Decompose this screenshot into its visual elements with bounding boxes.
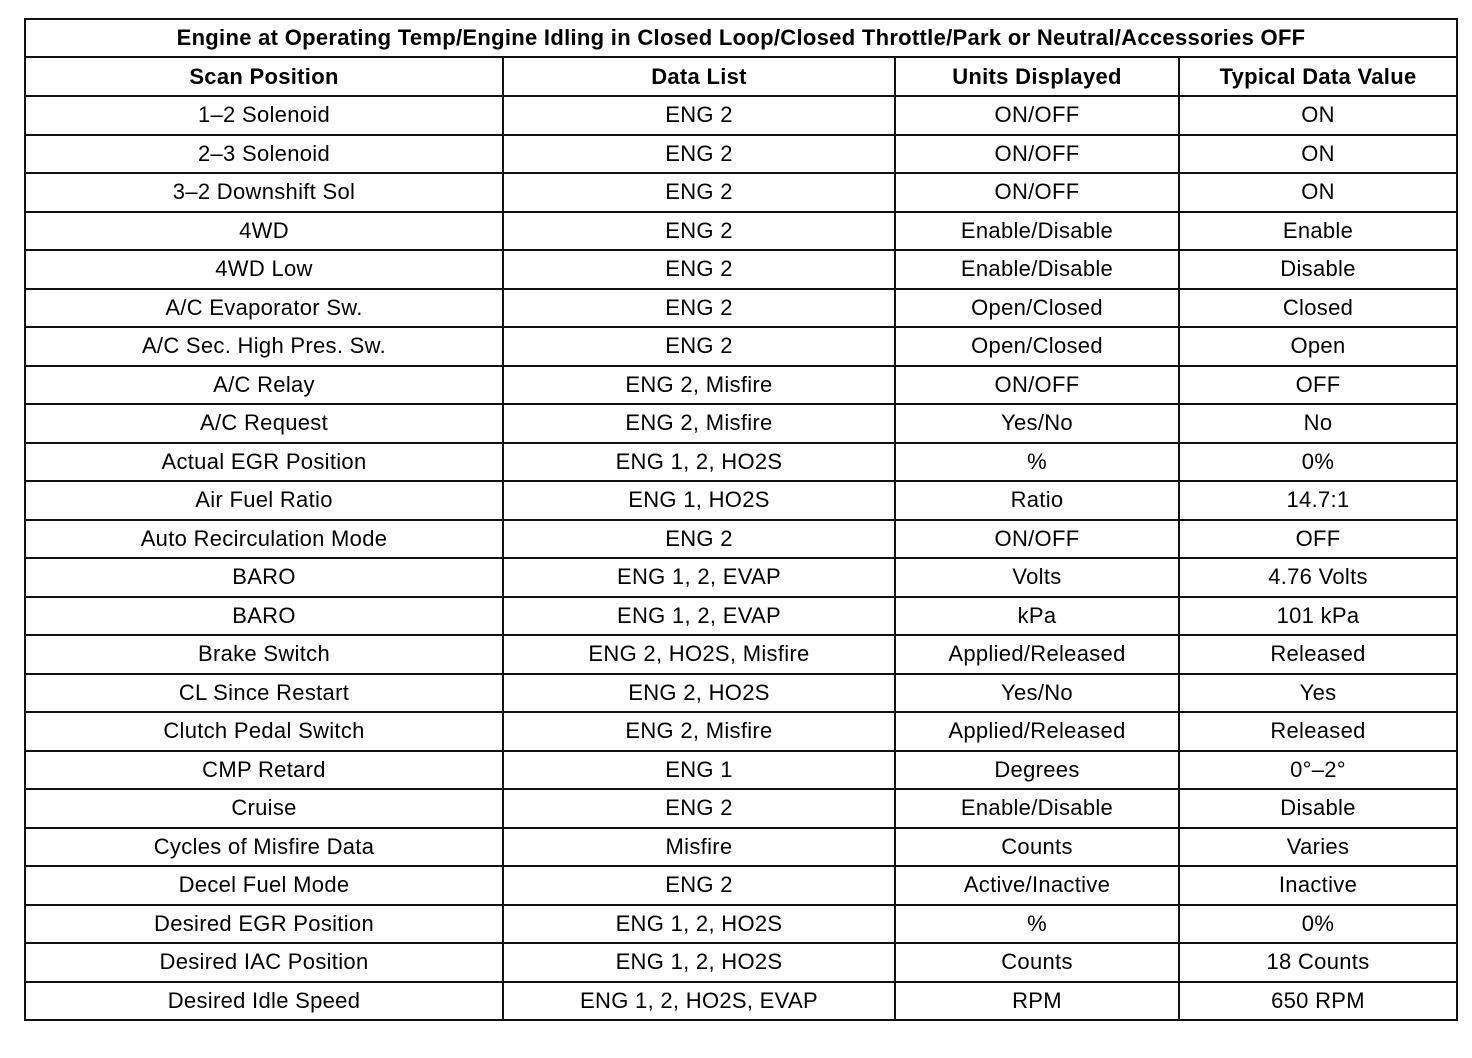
cell-units-displayed: RPM	[895, 982, 1179, 1021]
cell-scan-position: BARO	[25, 558, 503, 597]
table-row	[25, 789, 1457, 828]
cell-data-list: ENG 2	[503, 327, 895, 366]
table-row	[25, 443, 1457, 482]
cell-data-list: ENG 2, HO2S	[503, 674, 895, 713]
cell-units-displayed: Open/Closed	[895, 289, 1179, 328]
table-row	[25, 635, 1457, 674]
table-row	[25, 520, 1457, 559]
cell-scan-position: 2–3 Solenoid	[25, 135, 503, 174]
cell-units-displayed: Yes/No	[895, 404, 1179, 443]
table-row	[25, 96, 1457, 135]
cell-units-displayed: Enable/Disable	[895, 789, 1179, 828]
cell-data-list: ENG 1, 2, HO2S	[503, 943, 895, 982]
table-row	[25, 674, 1457, 713]
header-data-list: Data List	[503, 57, 895, 96]
cell-typical-data-value: OFF	[1179, 366, 1457, 405]
cell-data-list: ENG 1, 2, HO2S	[503, 443, 895, 482]
table-row	[25, 597, 1457, 636]
cell-data-list: ENG 2, HO2S, Misfire	[503, 635, 895, 674]
cell-typical-data-value: 14.7:1	[1179, 481, 1457, 520]
cell-typical-data-value: ON	[1179, 173, 1457, 212]
cell-typical-data-value: Varies	[1179, 828, 1457, 867]
cell-units-displayed: Open/Closed	[895, 327, 1179, 366]
cell-scan-position: Auto Recirculation Mode	[25, 520, 503, 559]
cell-scan-position: Cycles of Misfire Data	[25, 828, 503, 867]
table-row	[25, 366, 1457, 405]
table-body	[25, 96, 1457, 1020]
cell-units-displayed: %	[895, 443, 1179, 482]
table-row	[25, 828, 1457, 867]
cell-data-list: ENG 1, HO2S	[503, 481, 895, 520]
cell-typical-data-value: No	[1179, 404, 1457, 443]
cell-data-list: ENG 1	[503, 751, 895, 790]
cell-scan-position: Cruise	[25, 789, 503, 828]
cell-scan-position: 1–2 Solenoid	[25, 96, 503, 135]
cell-typical-data-value: Disable	[1179, 789, 1457, 828]
cell-typical-data-value: Closed	[1179, 289, 1457, 328]
cell-scan-position: Desired Idle Speed	[25, 982, 503, 1021]
cell-units-displayed: Active/Inactive	[895, 866, 1179, 905]
cell-scan-position: Decel Fuel Mode	[25, 866, 503, 905]
cell-units-displayed: Enable/Disable	[895, 212, 1179, 251]
cell-scan-position: A/C Request	[25, 404, 503, 443]
cell-typical-data-value: 101 kPa	[1179, 597, 1457, 636]
cell-scan-position: CMP Retard	[25, 751, 503, 790]
cell-units-displayed: Yes/No	[895, 674, 1179, 713]
cell-typical-data-value: Released	[1179, 635, 1457, 674]
cell-typical-data-value: Disable	[1179, 250, 1457, 289]
cell-scan-position: A/C Relay	[25, 366, 503, 405]
cell-data-list: ENG 1, 2, EVAP	[503, 597, 895, 636]
cell-units-displayed: Degrees	[895, 751, 1179, 790]
cell-data-list: ENG 2	[503, 135, 895, 174]
table-header-row	[25, 57, 1457, 96]
cell-typical-data-value: 4.76 Volts	[1179, 558, 1457, 597]
header-units-displayed: Units Displayed	[895, 57, 1179, 96]
cell-units-displayed: Counts	[895, 828, 1179, 867]
cell-scan-position: Desired EGR Position	[25, 905, 503, 944]
cell-units-displayed: ON/OFF	[895, 135, 1179, 174]
table-row	[25, 289, 1457, 328]
cell-typical-data-value: ON	[1179, 96, 1457, 135]
cell-data-list: ENG 1, 2, EVAP	[503, 558, 895, 597]
cell-units-displayed: ON/OFF	[895, 520, 1179, 559]
cell-scan-position: 3–2 Downshift Sol	[25, 173, 503, 212]
cell-typical-data-value: 0%	[1179, 443, 1457, 482]
table-row	[25, 905, 1457, 944]
cell-units-displayed: Counts	[895, 943, 1179, 982]
table-row	[25, 712, 1457, 751]
cell-data-list: ENG 2, Misfire	[503, 366, 895, 405]
table-title-row	[25, 19, 1457, 57]
cell-scan-position: Air Fuel Ratio	[25, 481, 503, 520]
cell-units-displayed: ON/OFF	[895, 96, 1179, 135]
cell-scan-position: Brake Switch	[25, 635, 503, 674]
cell-units-displayed: ON/OFF	[895, 173, 1179, 212]
cell-units-displayed: Ratio	[895, 481, 1179, 520]
table-row	[25, 866, 1457, 905]
cell-typical-data-value: Open	[1179, 327, 1457, 366]
cell-scan-position: CL Since Restart	[25, 674, 503, 713]
cell-data-list: ENG 2	[503, 96, 895, 135]
cell-units-displayed: Enable/Disable	[895, 250, 1179, 289]
table-row	[25, 404, 1457, 443]
cell-typical-data-value: 18 Counts	[1179, 943, 1457, 982]
cell-scan-position: Clutch Pedal Switch	[25, 712, 503, 751]
table-row	[25, 250, 1457, 289]
cell-typical-data-value: OFF	[1179, 520, 1457, 559]
cell-data-list: ENG 2	[503, 789, 895, 828]
header-scan-position: Scan Position	[25, 57, 503, 96]
cell-data-list: ENG 2, Misfire	[503, 404, 895, 443]
header-typical-data-value: Typical Data Value	[1179, 57, 1457, 96]
cell-data-list: ENG 2, Misfire	[503, 712, 895, 751]
table-row	[25, 481, 1457, 520]
cell-typical-data-value: Yes	[1179, 674, 1457, 713]
cell-data-list: Misfire	[503, 828, 895, 867]
cell-typical-data-value: ON	[1179, 135, 1457, 174]
cell-typical-data-value: 650 RPM	[1179, 982, 1457, 1021]
cell-scan-position: A/C Evaporator Sw.	[25, 289, 503, 328]
cell-data-list: ENG 2	[503, 289, 895, 328]
cell-data-list: ENG 2	[503, 866, 895, 905]
table-title: Engine at Operating Temp/Engine Idling in Closed Loop/Closed Throttle/Park or Neutral/Accessories OFF	[25, 19, 1457, 57]
cell-data-list: ENG 1, 2, HO2S	[503, 905, 895, 944]
cell-typical-data-value: Enable	[1179, 212, 1457, 251]
table-row	[25, 173, 1457, 212]
cell-data-list: ENG 2	[503, 212, 895, 251]
cell-typical-data-value: 0%	[1179, 905, 1457, 944]
cell-data-list: ENG 2	[503, 250, 895, 289]
table-row	[25, 751, 1457, 790]
cell-typical-data-value: 0°–2°	[1179, 751, 1457, 790]
cell-scan-position: Desired IAC Position	[25, 943, 503, 982]
table-row	[25, 558, 1457, 597]
cell-units-displayed: Volts	[895, 558, 1179, 597]
cell-data-list: ENG 1, 2, HO2S, EVAP	[503, 982, 895, 1021]
table-row	[25, 135, 1457, 174]
cell-units-displayed: ON/OFF	[895, 366, 1179, 405]
cell-typical-data-value: Released	[1179, 712, 1457, 751]
table-row	[25, 327, 1457, 366]
cell-typical-data-value: Inactive	[1179, 866, 1457, 905]
cell-scan-position: 4WD Low	[25, 250, 503, 289]
cell-units-displayed: %	[895, 905, 1179, 944]
table-row	[25, 943, 1457, 982]
cell-data-list: ENG 2	[503, 520, 895, 559]
cell-units-displayed: Applied/Released	[895, 635, 1179, 674]
cell-scan-position: Actual EGR Position	[25, 443, 503, 482]
scan-data-table	[24, 18, 1458, 1021]
cell-scan-position: 4WD	[25, 212, 503, 251]
cell-data-list: ENG 2	[503, 173, 895, 212]
cell-units-displayed: Applied/Released	[895, 712, 1179, 751]
cell-scan-position: BARO	[25, 597, 503, 636]
scan-data-sheet	[24, 18, 1456, 1021]
table-row	[25, 212, 1457, 251]
table-row	[25, 982, 1457, 1021]
cell-scan-position: A/C Sec. High Pres. Sw.	[25, 327, 503, 366]
cell-units-displayed: kPa	[895, 597, 1179, 636]
